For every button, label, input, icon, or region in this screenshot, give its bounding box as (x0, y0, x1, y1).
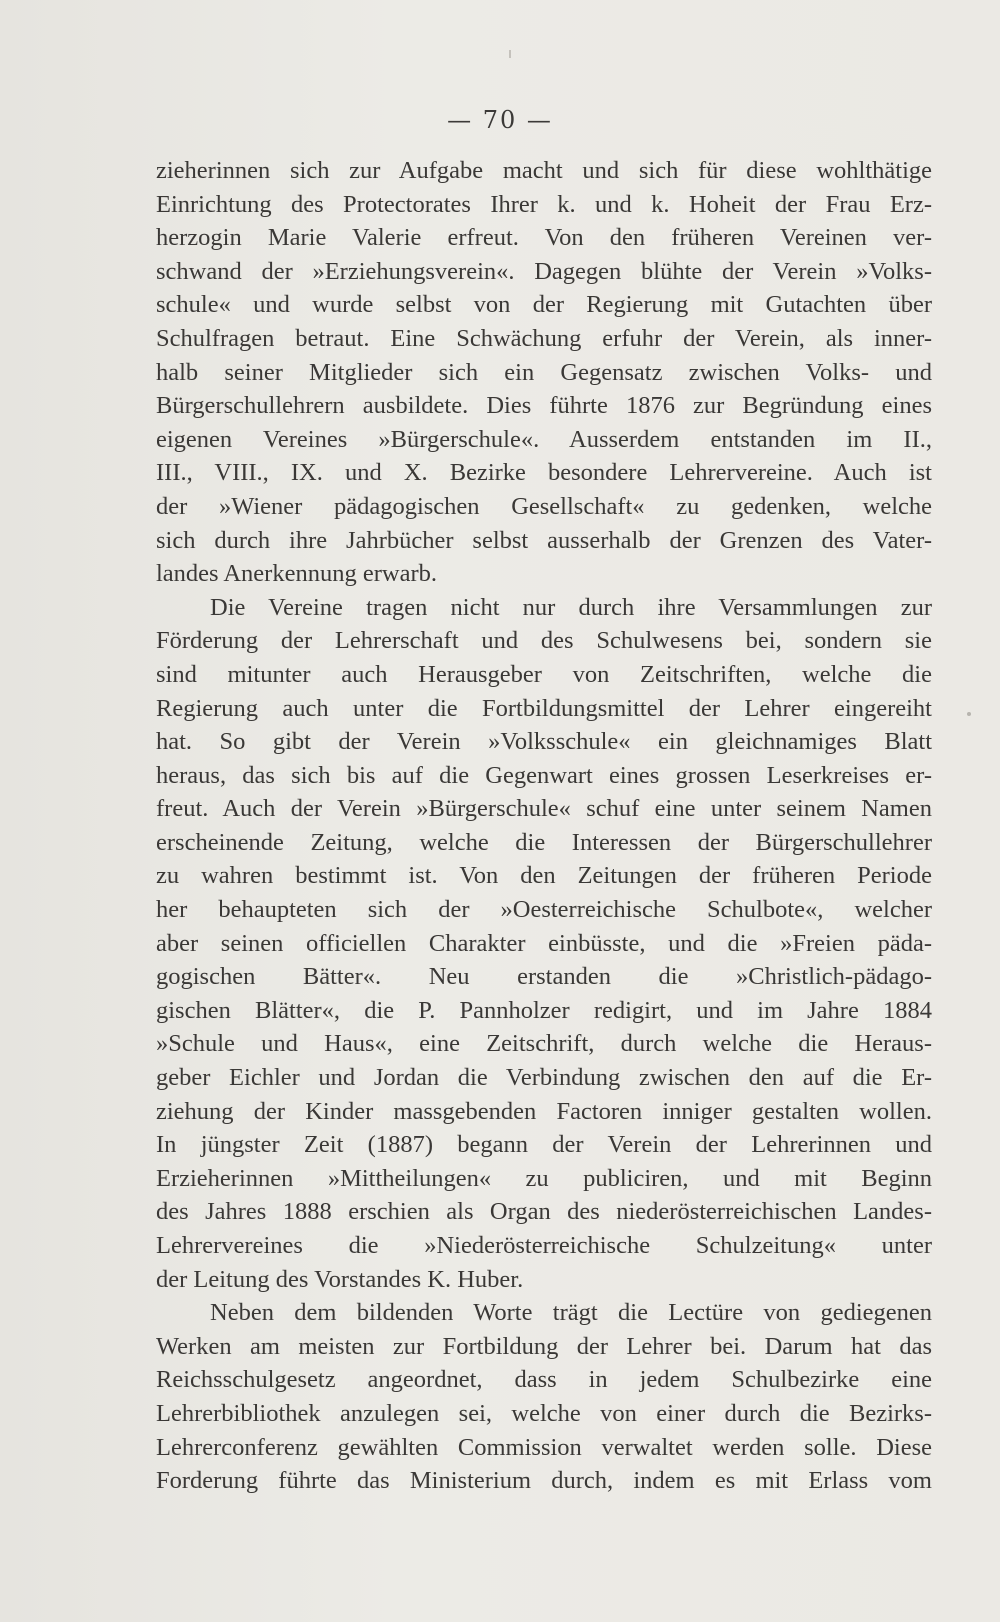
text-line: zieherinnen sich zur Aufgabe macht und sich für diese wohlthätige (156, 157, 932, 184)
text-line: geber Eichler und Jordan die Verbindung zwischen den auf die Er- (156, 1064, 932, 1092)
paper-speck (509, 50, 511, 58)
text-line: Reichsschulgesetz angeordnet, dass in jedem Schulbezirke eine (156, 1366, 932, 1394)
text-line: hat. So gibt der Verein »Volksschule« ein gleichnamiges Blatt (156, 728, 932, 756)
text-line: Lehrervereines die »Niederösterreichische Schulzeitung« unter (156, 1232, 932, 1259)
text-line: herzogin Marie Valerie erfreut. Von den früheren Vereinen ver- (156, 224, 932, 252)
text-line: eigenen Vereines »Bürgerschule«. Ausserdem entstanden im II., (156, 425, 932, 453)
page-number: — 70 — (447, 106, 553, 134)
body-text (156, 154, 932, 1498)
text-line: zu wahren bestimmt ist. Von den Zeitungen der früheren Periode (156, 862, 932, 890)
text-line: her behaupteten sich der »Oesterreichische Schulbote«, welcher (156, 896, 932, 924)
text-line: sind mitunter auch Herausgeber von Zeitschriften, welche die (156, 660, 932, 688)
text-line: des Jahres 1888 erschien als Organ des niederösterreichischen Landes- (156, 1198, 932, 1226)
text-line: Forderung führte das Ministerium durch, indem es mit Erlass vom (156, 1467, 932, 1495)
text-line: gogischen Bätter«. Neu erstanden die »Christlich-pädago- (156, 963, 932, 991)
text-line: der »Wiener pädagogischen Gesellschaft« zu gedenken, welche (156, 492, 932, 520)
text-line: »Schule und Haus«, eine Zeitschrift, durch welche die Heraus- (156, 1030, 932, 1058)
text-line: ziehung der Kinder massgebenden Factoren inniger gestalten wollen. (156, 1097, 932, 1125)
text-line: Werken am meisten zur Fortbildung der Lehrer bei. Darum hat das (156, 1332, 932, 1360)
text-line: freut. Auch der Verein »Bürgerschule« schuf eine unter seinem Namen (156, 795, 932, 823)
text-line: schwand der »Erziehungsverein«. Dagegen blühte der Verein »Volks- (156, 257, 932, 285)
text-line: Förderung der Lehrerschaft und des Schulwesens bei, sondern sie (156, 627, 932, 655)
margin-mark (967, 712, 971, 716)
text-line: heraus, das sich bis auf die Gegenwart eines grossen Leserkreises er- (156, 761, 932, 789)
text-line: aber seinen officiellen Charakter einbüsste, und die »Freien päda- (156, 929, 932, 957)
text-line: Die Vereine tragen nicht nur durch ihre Versammlungen zur (210, 593, 932, 621)
text-line: Lehrerbibliothek anzulegen sei, welche von einer durch die Bezirks- (156, 1399, 932, 1427)
text-line: schule« und wurde selbst von der Regierung mit Gutachten über (156, 291, 932, 319)
text-line: gischen Blätter«, die P. Pannholzer redigirt, und im Jahre 1884 (156, 996, 932, 1024)
text-line: Erzieherinnen »Mittheilungen« zu publiciren, und mit Beginn (156, 1164, 932, 1192)
text-line: erscheinende Zeitung, welche die Interessen der Bürgerschullehrer (156, 828, 932, 856)
text-line: Schulfragen betraut. Eine Schwächung erfuhr der Verein, als inner- (156, 324, 932, 352)
text-line: Regierung auch unter die Fortbildungsmittel der Lehrer eingereiht (156, 694, 932, 722)
text-line: landes Anerkennung erwarb. (156, 560, 437, 588)
text-line: Einrichtung des Protectorates Ihrer k. und k. Hoheit der Frau Erz- (156, 190, 932, 218)
text-line: Neben dem bildenden Worte trägt die Lectüre von gediegenen (210, 1299, 932, 1327)
text-line: der Leitung des Vorstandes K. Huber. (156, 1265, 524, 1293)
text-line: III., VIII., IX. und X. Bezirke besondere Lehrervereine. Auch ist (156, 459, 932, 487)
text-line: Bürgerschullehrern ausbildete. Dies führte 1876 zur Begründung eines (156, 392, 932, 420)
text-line: In jüngster Zeit (1887) begann der Verein der Lehrerinnen und (156, 1131, 932, 1159)
text-line: Lehrerconferenz gewählten Commission verwaltet werden solle. Diese (156, 1433, 932, 1461)
text-line: sich durch ihre Jahrbücher selbst ausserhalb der Grenzen des Vater- (156, 526, 932, 554)
text-line: halb seiner Mitglieder sich ein Gegensatz zwischen Volks- und (156, 358, 932, 386)
